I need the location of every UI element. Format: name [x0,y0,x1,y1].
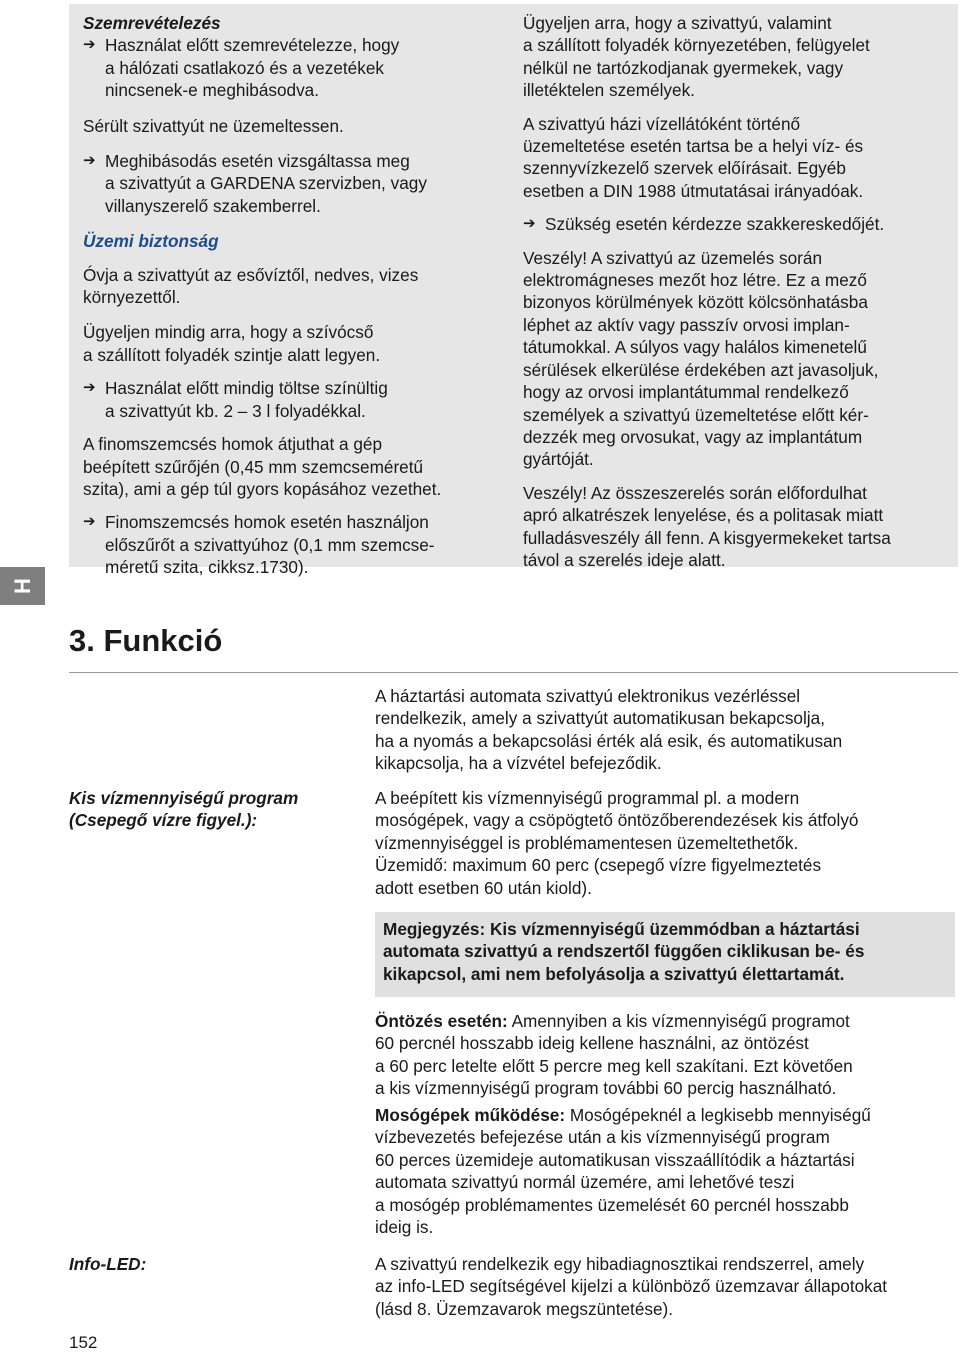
text-line: az info-LED segítségével kijelzi a különböző üzemzavar állapotokat [375,1276,888,1297]
text-line: a szivattyút a GARDENA szervizben, vagy [105,173,427,194]
text-line: illetéktelen személyek. [523,80,695,101]
text-line: Használat előtt szemrevételezze, hogy [105,35,400,56]
para-regulations [523,113,955,203]
text-line: Finomszemcsés homok esetén használjon [105,512,429,533]
bullet-dealer [523,213,955,235]
intro-text [375,685,955,775]
low-water-label [69,787,349,832]
right-column [523,12,955,571]
text-line: A háztartási automata szivattyú elektronikus vezérléssel [375,686,801,706]
info-led-label [69,1253,349,1275]
text-line: vízmennyiséggel is problémamentesen üzemeltethetők. [375,832,799,853]
washing-text [375,1104,955,1238]
text-line: A szivattyú rendelkezik egy hibadiagnosztikai rendszerrel, amely [375,1254,865,1274]
para-rain [83,264,503,309]
text-line: Ügyeljen mindig arra, hogy a szívócső [83,322,374,343]
text-line: a mosógép problémamentes üzemelését 60 percnél hosszabb [375,1194,849,1215]
text-line: gyártóját. [523,449,594,470]
note-box [375,912,955,997]
para-electromagnetic [523,247,955,471]
bullet-service [83,150,503,217]
text-line: Megjegyzés: Kis vízmennyiségű üzemmódban a háztartási [383,919,860,939]
irrigation-lead: Öntözés esetén: [375,1011,508,1031]
text-line: rendelkezik, amely a szivattyút automatikusan bekapcsolja, [375,708,825,729]
text-line: a 60 perc letelte előtt 5 percre meg kell szakítani. Ezt követően [375,1055,853,1076]
text-span: Mosógépeknél a legkisebb mennyiségű [565,1105,871,1125]
para-sand [83,433,503,500]
text-line: automata szivattyú a rendszertől függően ciklikusan be- és [383,941,865,962]
text-line: Használat előtt mindig töltse színültig [105,378,388,399]
section-divider [69,672,958,673]
text-line: szita), ami a gép túl gyors kopásához vezethet. [83,478,442,499]
bullet-fill [83,377,503,422]
para-children [523,12,955,102]
text-line: távol a szerelés ideje alatt. [523,549,726,570]
text-line: Szükség esetén kérdezze szakkereskedőjét. [545,214,885,235]
text-line: a szivattyút kb. 2 – 3 l folyadékkal. [105,400,366,421]
bullet-prefilter [83,511,503,578]
text-line: 60 perces üzemideje automatikusan visszaállítódik a háztartási [375,1149,855,1170]
section-title: 3. Funkció [69,623,223,658]
text-line: automata szivattyú normál üzemére, ami lehetővé teszi [375,1172,795,1193]
text-line: ha a nyomás a bekapcsolási érték alá esik, és automatikusan [375,730,843,751]
text-line: (Csepegő vízre figyel.): [69,810,258,831]
text-line: esetben a DIN 1988 útmutatásai irányadóak. [523,180,864,201]
text-line: méretű szita, cikksz.1730). [105,557,309,578]
heading-inspection: Szemrevételezés [83,13,221,33]
text-line: a szállított folyadék környezetében, felügyelet [523,35,870,56]
text-line: A beépített kis vízmennyiségű programmal pl. a modern [375,788,800,808]
text-line: Ügyeljen arra, hogy a szivattyú, valamint [523,13,832,33]
text-line: a szállított folyadék szintje alatt legyen. [83,344,381,365]
arrow-icon: ➔ [523,215,536,233]
text-line: mosógépek, vagy a csöpögtető öntözőberendezések kis átfolyó [375,810,859,831]
text-line: Üzemidő: maximum 60 perc (csepegő vízre figyelmeztetés [375,855,822,876]
text-line: A szivattyú házi vízellátóként történő [523,113,801,134]
text-line: a hálózati csatlakozó és a vezetékek [105,57,384,78]
text-line: elektromágneses mezőt hoz létre. Ez a mező [523,270,867,291]
text-line: előszűrőt a szivattyúhoz (0,1 mm szemcse- [105,534,435,555]
text-line: villanyszerelő szakemberrel. [105,195,321,216]
text-line: bizonyos körülmények között kölcsönhatásba [523,292,868,313]
text-line: nélkül ne tartózkodjanak gyermekek, vagy [523,57,844,78]
page-number: 152 [69,1333,98,1352]
text-line: hogy az orvosi implantátummal rendelkező [523,382,849,403]
irrigation-text [375,1010,955,1100]
text-line: vízbevezetés befejezése után a kis vízmennyiségű program [375,1127,830,1148]
arrow-icon: ➔ [83,152,96,170]
low-water-text [375,787,955,899]
text-line: sérülések elkerülése érdekében azt javasoljuk, [523,359,879,380]
text-line: adott esetben 60 után kiold). [375,877,592,898]
heading-operating-safety: Üzemi biztonság [83,231,219,252]
arrow-icon: ➔ [83,36,96,54]
text-line: Veszély! A szivattyú az üzemelés során [523,247,823,268]
text-line: A finomszemcsés homok átjuthat a gép [83,434,383,455]
arrow-icon: ➔ [83,379,96,397]
text-line [375,1010,955,1032]
text-line: 60 percnél hosszabb ideig kellene használni, az öntözést [375,1033,809,1054]
text-line: Meghibásodás esetén vizsgáltassa meg [105,151,410,172]
text-line: (lásd 8. Üzemzavarok megszüntetése). [375,1298,674,1319]
text-span: Amennyiben a kis vízmennyiségű programot [507,1011,850,1031]
para-damaged: Sérült szivattyút ne üzemeltessen. [83,115,344,136]
text-line: Óvja a szivattyút az esővíztől, nedves, vizes [83,264,419,285]
arrow-icon: ➔ [83,513,96,531]
text-line: személyek a szivattyú üzemeltetése előtt kér- [523,404,869,425]
left-column [83,12,503,579]
para-suction-hose [83,321,503,366]
text-line: dezzék meg orvosukat, vagy az implantátum [523,426,863,447]
text-line [375,1104,955,1126]
text-line: apró alkatrészek lenyelése, és a politasak miatt [523,505,884,526]
text-line: beépített szűrőjén (0,45 mm szemcseméretű [83,456,424,477]
washing-lead: Mosógépek működése: [375,1105,566,1125]
language-tab-label: H [9,578,35,594]
text-line: ideig is. [375,1217,434,1238]
info-led-text [375,1253,955,1320]
para-small-parts [523,482,955,572]
text-line: Veszély! Az összeszerelés során előfordulhat [523,482,867,503]
text-line: nincsenek-e meghibásodva. [105,80,320,101]
text-line: Kis vízmennyiségű program [69,788,299,808]
text-line: kikapcsol, ami nem befolyásolja a szivattyú élettartamát. [383,963,845,984]
text-line: tátumokkal. A súlyos vagy halálos kimenetelű [523,337,867,358]
bullet-inspect [83,34,503,101]
text-line: kikapcsolja, ha a vízvétel befejeződik. [375,753,662,774]
language-tab [0,567,45,605]
text-line: környezettől. [83,287,181,308]
text-line: fulladásveszély áll fenn. A kisgyermekeket tartsa [523,527,891,548]
text-line: Info-LED: [69,1254,147,1274]
text-line: üzemeltetése esetén tartsa be a helyi víz- és [523,136,864,157]
text-line: a kis vízmennyiségű program további 60 percig használható. [375,1078,837,1099]
text-line: léphet az aktív vagy passzív orvosi implan- [523,314,850,335]
text-line: szennyvízkezelő szervek előírásait. Egyéb [523,158,846,179]
